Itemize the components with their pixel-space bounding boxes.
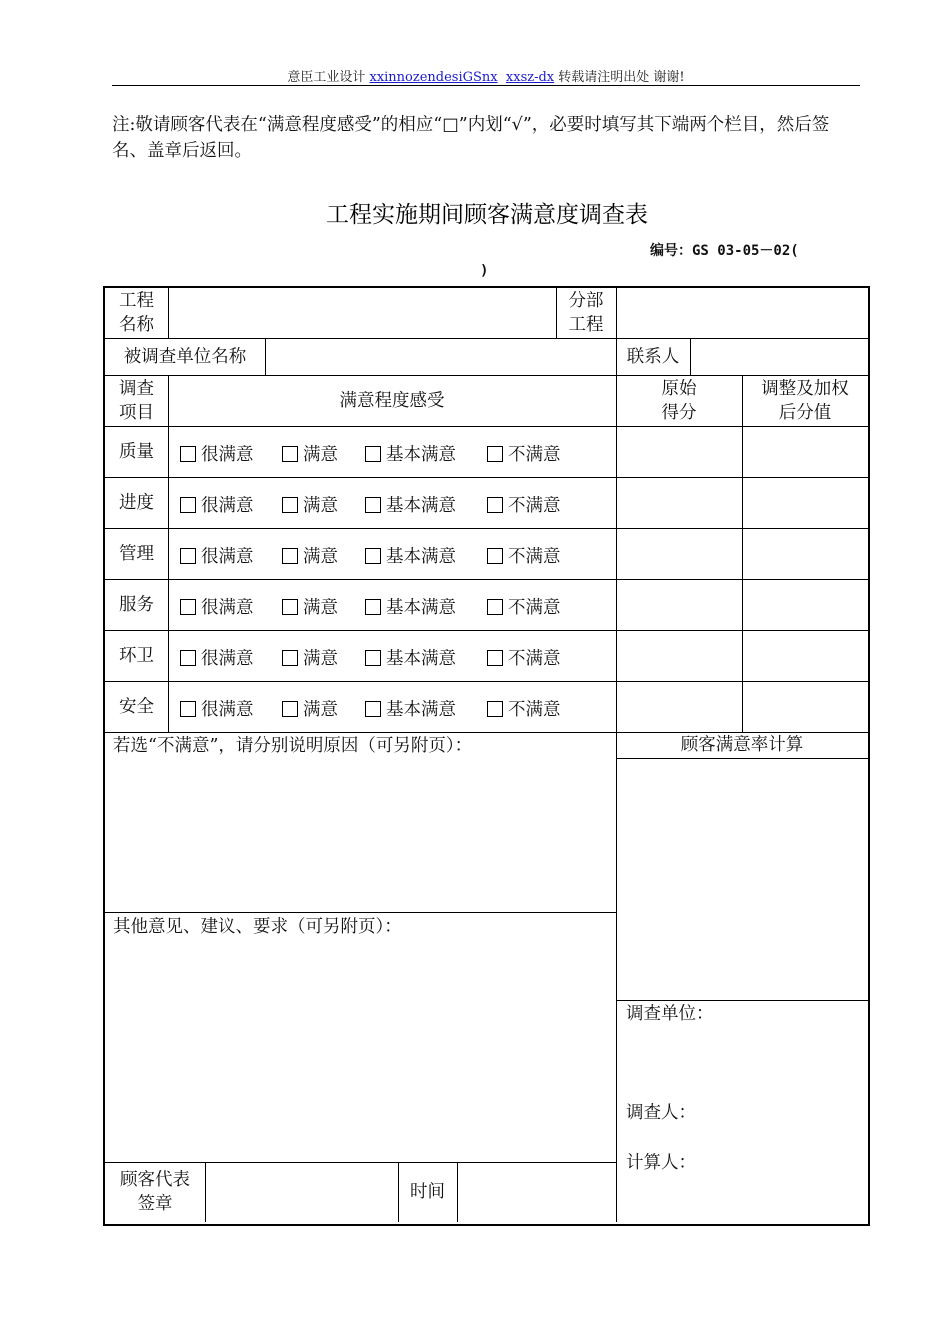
checkbox-icon[interactable] <box>180 599 196 615</box>
col-divider <box>742 375 743 732</box>
row-divider <box>105 912 616 913</box>
option-very-satisfied[interactable]: 很满意 <box>180 441 254 466</box>
row-divider <box>616 758 868 759</box>
option-basically-satisfied[interactable]: 基本满意 <box>365 543 456 568</box>
surveyed-unit-label: 被调查单位名称 <box>123 346 247 367</box>
item-label-progress: 进度 <box>119 492 154 513</box>
sub-project-label: 分部 工程 <box>568 291 604 335</box>
option-very-satisfied[interactable]: 很满意 <box>180 645 254 670</box>
option-dissatisfied[interactable]: 不满意 <box>487 594 561 619</box>
project-name-field[interactable] <box>169 288 556 338</box>
checkbox-icon[interactable] <box>180 497 196 513</box>
option-very-satisfied[interactable]: 很满意 <box>180 696 254 721</box>
header-rule <box>112 85 860 86</box>
checkbox-icon[interactable] <box>365 548 381 564</box>
option-dissatisfied[interactable]: 不满意 <box>487 441 561 466</box>
checkbox-icon[interactable] <box>365 650 381 666</box>
time-field[interactable] <box>458 1162 616 1222</box>
item-label-service: 服务 <box>119 594 154 615</box>
option-satisfied[interactable]: 满意 <box>282 441 338 466</box>
option-basically-satisfied[interactable]: 基本满意 <box>365 594 456 619</box>
option-basically-satisfied[interactable]: 基本满意 <box>365 441 456 466</box>
satisfaction-header: 满意程度感受 <box>339 390 445 411</box>
header-link-2[interactable]: xxsz-dx <box>505 70 555 85</box>
customer-rep-label: 顾客代表 签章 <box>120 1170 190 1214</box>
option-very-satisfied[interactable]: 很满意 <box>180 492 254 517</box>
option-basically-satisfied[interactable]: 基本满意 <box>365 696 456 721</box>
row-divider <box>105 579 868 580</box>
col-divider <box>168 375 169 732</box>
item-label-management: 管理 <box>119 543 154 564</box>
checkbox-icon[interactable] <box>282 497 298 513</box>
option-basically-satisfied[interactable]: 基本满意 <box>365 492 456 517</box>
checkbox-icon[interactable] <box>487 599 503 615</box>
row-divider <box>105 477 868 478</box>
option-dissatisfied[interactable]: 不满意 <box>487 543 561 568</box>
header-suffix: 转载请注明出处 谢谢! <box>554 70 685 85</box>
option-satisfied[interactable]: 满意 <box>282 645 338 670</box>
row-divider <box>105 630 868 631</box>
checkbox-icon[interactable] <box>282 548 298 564</box>
weighted-score-header: 调整及加权 后分值 <box>761 378 849 423</box>
rate-calc-label: 顾客满意率计算 <box>680 735 804 755</box>
form-code-paren: ) <box>480 263 489 279</box>
checkbox-icon[interactable] <box>487 548 503 564</box>
col-divider <box>616 732 617 1222</box>
option-satisfied[interactable]: 满意 <box>282 492 338 517</box>
checkbox-icon[interactable] <box>487 650 503 666</box>
checkbox-icon[interactable] <box>487 497 503 513</box>
option-dissatisfied[interactable]: 不满意 <box>487 492 561 517</box>
checkbox-icon[interactable] <box>365 497 381 513</box>
item-label-sanitation: 环卫 <box>119 645 154 666</box>
row-divider <box>105 681 868 682</box>
checkbox-icon[interactable] <box>180 548 196 564</box>
option-dissatisfied[interactable]: 不满意 <box>487 696 561 721</box>
surveyor-label: 调查人： <box>626 1103 696 1123</box>
row-divider <box>105 528 868 529</box>
row-divider <box>105 426 868 427</box>
checkbox-icon[interactable] <box>365 599 381 615</box>
option-satisfied[interactable]: 满意 <box>282 594 338 619</box>
checkbox-icon[interactable] <box>282 599 298 615</box>
checkbox-icon[interactable] <box>282 701 298 717</box>
item-label-safety: 安全 <box>119 696 154 717</box>
sub-project-field[interactable] <box>617 288 868 338</box>
raw-score-header: 原始 得分 <box>661 378 697 423</box>
checkbox-icon[interactable] <box>180 650 196 666</box>
checkbox-icon[interactable] <box>487 701 503 717</box>
page-header <box>112 66 860 85</box>
item-header: 调查 项目 <box>119 378 154 423</box>
row-divider <box>616 1000 868 1001</box>
customer-rep-signature-field[interactable] <box>206 1162 398 1222</box>
option-basically-satisfied[interactable]: 基本满意 <box>365 645 456 670</box>
option-very-satisfied[interactable]: 很满意 <box>180 543 254 568</box>
instruction-note: 注:敬请顾客代表在“满意程度感受”的相应“□”内划“√”，必要时填写其下端两个栏目，然后签名、盖章后返回。 <box>112 115 830 161</box>
checkbox-icon[interactable] <box>365 446 381 462</box>
checkbox-icon[interactable] <box>487 446 503 462</box>
dissatisfied-reason-label: 若选“不满意”，请分别说明原因（可另附页）： <box>113 736 473 756</box>
contact-label: 联系人 <box>626 346 680 367</box>
col-divider <box>616 375 617 732</box>
contact-field[interactable] <box>691 338 868 375</box>
project-name-label: 工程 名称 <box>119 291 154 335</box>
option-very-satisfied[interactable]: 很满意 <box>180 594 254 619</box>
option-satisfied[interactable]: 满意 <box>282 696 338 721</box>
checkbox-icon[interactable] <box>282 446 298 462</box>
header-prefix: 意臣工业设计 <box>287 70 370 85</box>
form-code: 编号：GS 03-05－02( <box>650 243 799 259</box>
checkbox-icon[interactable] <box>282 650 298 666</box>
calculator-label: 计算人： <box>626 1153 696 1173</box>
survey-unit-label: 调查单位： <box>626 1004 714 1024</box>
surveyed-unit-field[interactable] <box>266 338 616 375</box>
checkbox-icon[interactable] <box>365 701 381 717</box>
page-title: 工程实施期间顾客满意度调查表 <box>326 202 648 228</box>
header-link-1[interactable]: xxinnozendesiGSnx <box>369 70 498 85</box>
checkbox-icon[interactable] <box>180 446 196 462</box>
option-satisfied[interactable]: 满意 <box>282 543 338 568</box>
option-dissatisfied[interactable]: 不满意 <box>487 645 561 670</box>
item-label-quality: 质量 <box>119 441 154 462</box>
other-opinions-label: 其他意见、建议、要求（可另附页）： <box>113 917 402 937</box>
time-label: 时间 <box>410 1182 445 1202</box>
checkbox-icon[interactable] <box>180 701 196 717</box>
